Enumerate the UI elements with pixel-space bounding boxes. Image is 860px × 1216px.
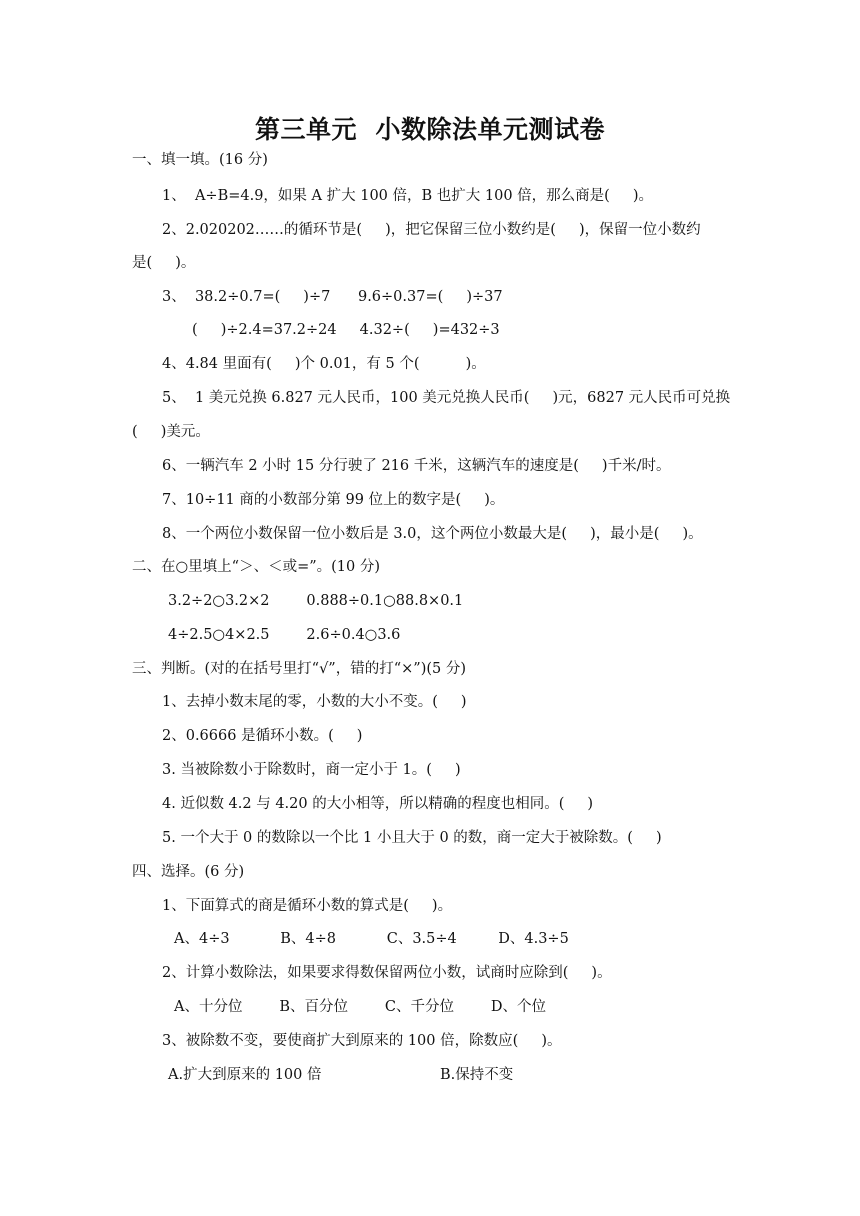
page-title: 第三单元 小数除法单元测试卷 — [255, 115, 605, 144]
fill-question-5-continued: ( )美元。 — [132, 424, 210, 440]
choice-question-3: 3、被除数不变，要使商扩大到原来的 100 倍，除数应( )。 — [162, 1033, 562, 1049]
fill-question-1: 1、 A÷B=4.9，如果 A 扩大 100 倍，B 也扩大 100 倍，那么商是( )。 — [162, 188, 654, 204]
section-heading-choice: 四、选择。(6 分) — [132, 864, 245, 880]
fill-question-6: 6、一辆汽车 2 小时 15 分行驶了 216 千米，这辆汽车的速度是( )千米/时。 — [162, 458, 671, 474]
judge-question-5: 5. 一个大于 0 的数除以一个比 1 小且大于 0 的数，商一定大于被除数。( ) — [162, 830, 662, 846]
section-heading-fill: 一、填一填。(16 分) — [132, 152, 268, 168]
fill-question-8: 8、一个两位小数保留一位小数后是 3.0，这个两位小数最大是( )，最小是( )。 — [162, 526, 703, 542]
fill-question-5: 5、 1 美元兑换 6.827 元人民币，100 美元兑换人民币( )元，6827 元人民币可兑换 — [162, 390, 731, 406]
choice-question-3-option-b: B.保持不变 — [440, 1067, 514, 1083]
choice-question-1-options: A、4÷3 B、4÷8 C、3.5÷4 D、4.3÷5 — [174, 931, 569, 947]
fill-question-7: 7、10÷11 商的小数部分第 99 位上的数字是( )。 — [162, 492, 505, 508]
fill-question-3: 3、 38.2÷0.7=( )÷7 9.6÷0.37=( )÷37 — [162, 289, 503, 305]
judge-question-3: 3. 当被除数小于除数时，商一定小于 1。( ) — [162, 762, 461, 778]
choice-question-1: 1、下面算式的商是循环小数的算式是( )。 — [162, 898, 453, 914]
fill-question-3-continued: ( )÷2.4=37.2÷24 4.32÷( )=432÷3 — [192, 322, 500, 338]
judge-question-4: 4. 近似数 4.2 与 4.20 的大小相等，所以精确的程度也相同。( ) — [162, 796, 594, 812]
choice-question-2-options: A、十分位 B、百分位 C、千分位 D、个位 — [174, 999, 546, 1015]
choice-question-3-option-a: A.扩大到原来的 100 倍 — [168, 1067, 322, 1083]
fill-question-4: 4、4.84 里面有( )个 0.01，有 5 个( )。 — [162, 356, 486, 372]
choice-question-2: 2、计算小数除法，如果要求得数保留两位小数，试商时应除到( )。 — [162, 965, 612, 981]
compare-row-2: 4÷2.5○4×2.5 2.6÷0.4○3.6 — [168, 627, 401, 643]
fill-question-2-continued: 是( )。 — [132, 255, 196, 271]
fill-question-2: 2、2.020202……的循环节是( )，把它保留三位小数约是( )，保留一位小数约 — [162, 222, 701, 238]
section-heading-judge: 三、判断。(对的在括号里打“√”，错的打“×”)(5 分) — [132, 661, 467, 677]
compare-row-1: 3.2÷2○3.2×2 0.888÷0.1○88.8×0.1 — [168, 593, 464, 609]
judge-question-1: 1、去掉小数末尾的零，小数的大小不变。( ) — [162, 694, 467, 710]
section-heading-compare: 二、在○里填上“＞、＜或=”。(10 分) — [132, 559, 380, 575]
judge-question-2: 2、0.6666 是循环小数。( ) — [162, 728, 363, 744]
